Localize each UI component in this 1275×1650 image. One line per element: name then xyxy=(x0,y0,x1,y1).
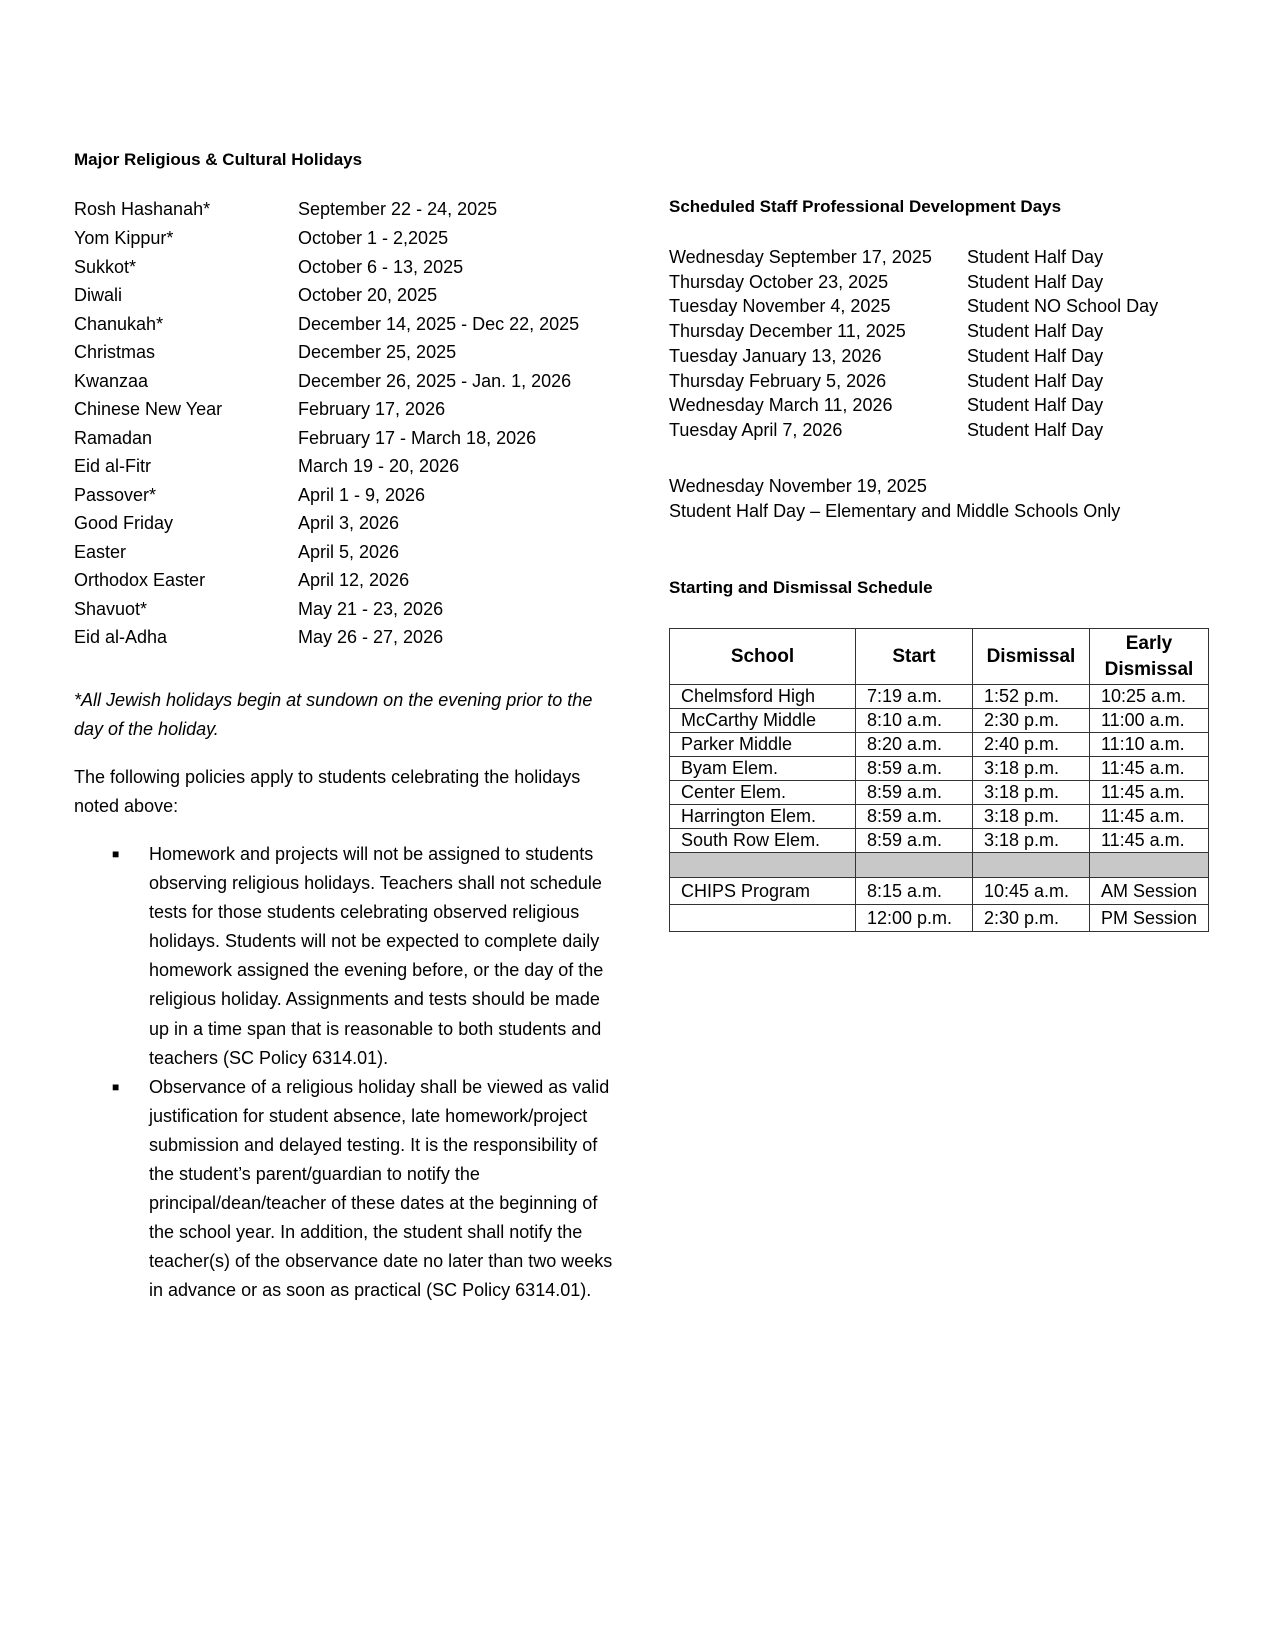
cell-start: 8:20 a.m. xyxy=(855,733,972,757)
holiday-name: Eid al-Fitr xyxy=(74,456,152,476)
holiday-date: April 3, 2026 xyxy=(298,513,400,533)
holiday-date: October 20, 2025 xyxy=(298,285,438,305)
holiday-date: February 17, 2026 xyxy=(298,399,446,419)
cell-school: McCarthy Middle xyxy=(670,709,856,733)
holiday-name: Rosh Hashanah* xyxy=(74,199,211,219)
cell-start: 8:59 a.m. xyxy=(855,781,972,805)
pd-extra-note: Student Half Day – Elementary and Middle Schools Only xyxy=(669,501,1121,521)
cell-school: Center Elem. xyxy=(670,781,856,805)
header-start: Start xyxy=(855,629,972,685)
header-dismissal: Dismissal xyxy=(972,629,1089,685)
separator-cell xyxy=(972,853,1089,878)
square-bullet-icon: ■ xyxy=(112,847,120,861)
holiday-name: Easter xyxy=(74,542,127,562)
cell-dismissal: 1:52 p.m. xyxy=(972,685,1089,709)
pd-day-date: Thursday October 23, 2025 xyxy=(669,271,889,292)
cell-early-dismissal: 11:45 a.m. xyxy=(1089,757,1208,781)
cell-start: 8:15 a.m. xyxy=(855,878,972,905)
holiday-name: Orthodox Easter xyxy=(74,570,206,590)
schedule-row xyxy=(670,781,1209,805)
holiday-name: Shavuot* xyxy=(74,599,148,619)
holiday-name: Eid al-Adha xyxy=(74,627,168,647)
policy-intro: The following policies apply to students celebrating the holidays noted above: xyxy=(74,767,581,816)
cell-school: CHIPS Program xyxy=(670,878,856,905)
pd-day-type: Student NO School Day xyxy=(967,296,1159,317)
pd-extra-date: Wednesday November 19, 2025 xyxy=(669,476,927,496)
cell-school xyxy=(670,905,856,932)
schedule-title: Starting and Dismissal Schedule xyxy=(669,578,933,597)
cell-dismissal: 3:18 p.m. xyxy=(972,757,1089,781)
holiday-date: May 21 - 23, 2026 xyxy=(298,599,444,619)
separator-cell xyxy=(1089,853,1208,878)
pd-days-title: Scheduled Staff Professional Development Days xyxy=(669,197,1062,216)
header-school: School xyxy=(670,629,856,685)
holiday-date: April 5, 2026 xyxy=(298,542,400,562)
cell-dismissal: 3:18 p.m. xyxy=(972,805,1089,829)
pd-day-date: Wednesday March 11, 2026 xyxy=(669,395,893,416)
cell-early-dismissal: 10:25 a.m. xyxy=(1089,685,1208,709)
cell-dismissal: 10:45 a.m. xyxy=(972,878,1089,905)
holiday-name: Christmas xyxy=(74,342,156,362)
schedule-header-row xyxy=(670,629,1209,685)
cell-early-dismissal: 11:45 a.m. xyxy=(1089,829,1208,853)
cell-dismissal: 3:18 p.m. xyxy=(972,781,1089,805)
pd-day-type: Student Half Day xyxy=(967,271,1104,292)
schedule-row xyxy=(670,757,1209,781)
cell-start: 7:19 a.m. xyxy=(855,685,972,709)
schedule-table xyxy=(669,628,1209,932)
jewish-holiday-note: *All Jewish holidays begin at sundown on the evening prior to the day of the holiday. xyxy=(74,690,593,739)
cell-school: Harrington Elem. xyxy=(670,805,856,829)
pd-day-type: Student Half Day xyxy=(967,370,1104,391)
holiday-name: Passover* xyxy=(74,485,157,505)
holiday-date: May 26 - 27, 2026 xyxy=(298,627,444,647)
pd-day-date: Thursday December 11, 2025 xyxy=(669,321,906,342)
pd-day-type: Student Half Day xyxy=(967,419,1104,440)
cell-early-dismissal: 11:45 a.m. xyxy=(1089,805,1208,829)
cell-school: South Row Elem. xyxy=(670,829,856,853)
holiday-date: March 19 - 20, 2026 xyxy=(298,456,460,476)
schedule-separator-row xyxy=(670,853,1209,878)
cell-start: 12:00 p.m. xyxy=(855,905,972,932)
holiday-date: December 26, 2025 - Jan. 1, 2026 xyxy=(298,371,572,391)
pd-day-date: Thursday February 5, 2026 xyxy=(669,370,887,391)
cell-start: 8:10 a.m. xyxy=(855,709,972,733)
cell-start: 8:59 a.m. xyxy=(855,757,972,781)
holiday-date: February 17 - March 18, 2026 xyxy=(298,428,537,448)
schedule-row xyxy=(670,805,1209,829)
cell-dismissal: 2:30 p.m. xyxy=(972,709,1089,733)
square-bullet-icon: ■ xyxy=(112,1079,120,1094)
holiday-name: Chanukah* xyxy=(74,314,164,334)
schedule-row xyxy=(670,878,1209,905)
holiday-name: Yom Kippur* xyxy=(74,228,174,248)
policy-item xyxy=(74,840,614,1073)
holiday-name: Good Friday xyxy=(74,513,174,533)
holiday-name: Kwanzaa xyxy=(74,371,149,391)
holiday-date: April 12, 2026 xyxy=(298,570,410,590)
policy-text: Observance of a religious holiday shall be viewed as valid justification for student absence, late homework/project submission and delayed testing. It is the responsibility of the student’s parent/guardian to notify the principal/dean/teacher of these dates at the beginning of the school year. In addition, the student shall notify the teacher(s) of the observance date no later than two weeks in advance or as soon as practical (SC Policy 6314.01). xyxy=(149,1076,613,1301)
holiday-date: September 22 - 24, 2025 xyxy=(298,199,498,219)
pd-day-date: Tuesday November 4, 2025 xyxy=(669,296,891,317)
cell-dismissal: 2:40 p.m. xyxy=(972,733,1089,757)
holiday-name: Chinese New Year xyxy=(74,399,223,419)
cell-early-dismissal: 11:10 a.m. xyxy=(1089,733,1208,757)
cell-school: Parker Middle xyxy=(670,733,856,757)
schedule-row xyxy=(670,685,1209,709)
schedule-row xyxy=(670,733,1209,757)
policy-text: Homework and projects will not be assigned to students observing religious holidays. Teachers shall not schedule tests for those students celebrating observed religious holidays. Students will not be expected to complete daily homework assigned the evening before, or the day of the religious holiday. Assignments and tests should be made up in a time span that is reasonable to both students and teachers (SC Policy 6314.01). xyxy=(149,844,604,1068)
cell-school: Chelmsford High xyxy=(670,685,856,709)
cell-early-dismissal: 11:45 a.m. xyxy=(1089,781,1208,805)
holiday-date: December 25, 2025 xyxy=(298,342,457,362)
header-early-dismissal: Early Dismissal xyxy=(1089,629,1208,685)
cell-early-dismissal: AM Session xyxy=(1089,878,1208,905)
schedule-body xyxy=(670,685,1209,932)
cell-early-dismissal: PM Session xyxy=(1089,905,1208,932)
pd-day-type: Student Half Day xyxy=(967,345,1104,366)
pd-day-date: Tuesday January 13, 2026 xyxy=(669,345,882,366)
holiday-name: Ramadan xyxy=(74,428,153,448)
cell-early-dismissal: 11:00 a.m. xyxy=(1089,709,1208,733)
holiday-name: Diwali xyxy=(74,285,123,305)
holiday-date: October 1 - 2,2025 xyxy=(298,228,449,248)
schedule-row xyxy=(670,709,1209,733)
schedule-row xyxy=(670,905,1209,932)
holidays-title: Major Religious & Cultural Holidays xyxy=(74,150,363,169)
policy-item xyxy=(74,1073,614,1306)
cell-dismissal: 3:18 p.m. xyxy=(972,829,1089,853)
pd-day-type: Student Half Day xyxy=(967,321,1104,342)
cell-school: Byam Elem. xyxy=(670,757,856,781)
policy-list xyxy=(74,840,614,1306)
pd-day-type: Student Half Day xyxy=(967,247,1104,267)
pd-day-date: Wednesday September 17, 2025 xyxy=(669,247,932,267)
cell-start: 8:59 a.m. xyxy=(855,805,972,829)
separator-cell xyxy=(855,853,972,878)
pd-day-date: Tuesday April 7, 2026 xyxy=(669,419,843,440)
pd-day-type: Student Half Day xyxy=(967,395,1104,416)
cell-start: 8:59 a.m. xyxy=(855,829,972,853)
holiday-date: April 1 - 9, 2026 xyxy=(298,485,426,505)
holiday-name: Sukkot* xyxy=(74,257,137,277)
separator-cell xyxy=(670,853,856,878)
cell-dismissal: 2:30 p.m. xyxy=(972,905,1089,932)
holiday-date: December 14, 2025 - Dec 22, 2025 xyxy=(298,314,580,334)
holiday-date: October 6 - 13, 2025 xyxy=(298,257,464,277)
schedule-row xyxy=(670,829,1209,853)
